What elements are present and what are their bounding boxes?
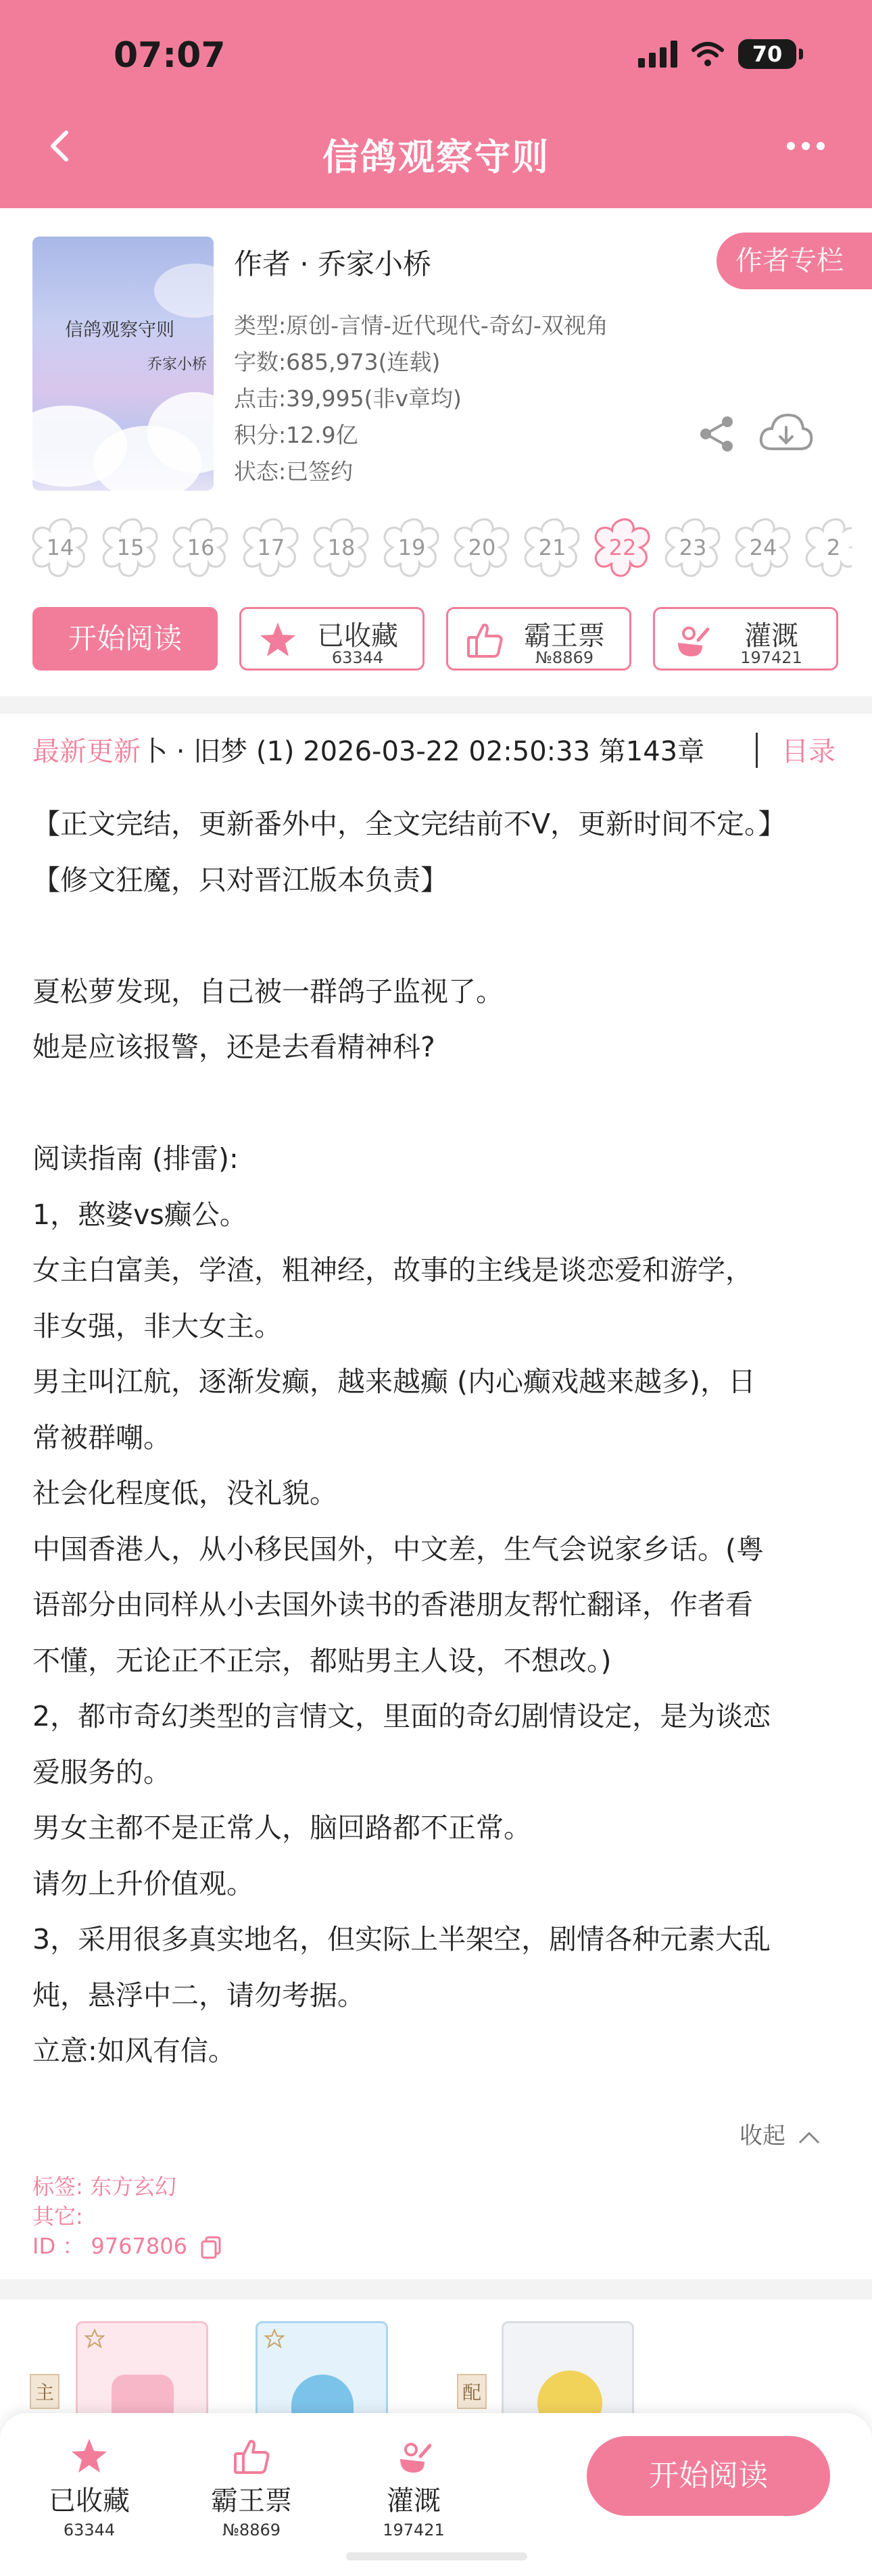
star-icon — [258, 620, 298, 660]
description-line: 夏松萝发现，自己被一群鸽子监视了。 — [32, 975, 504, 1008]
chapter-number-label: 22 — [608, 535, 637, 560]
download-icon[interactable] — [758, 411, 814, 456]
chapter-number-2[interactable] — [800, 515, 852, 580]
role-tag-side: 配 — [457, 2374, 487, 2409]
chapter-number-19[interactable] — [379, 515, 445, 580]
bottom-water-label: 灌溉 — [387, 2485, 441, 2517]
chapter-number-16[interactable] — [168, 515, 234, 580]
chapter-number-14[interactable] — [27, 515, 93, 580]
water-button[interactable] — [653, 607, 838, 671]
chapter-number-21[interactable] — [519, 515, 585, 580]
description-line: 她是应该报警，还是去看精神科? — [32, 1031, 435, 1063]
id-text: ID ： 9767806 — [32, 2233, 187, 2259]
favorite-label: 已收藏 — [317, 621, 398, 652]
status-time: 07:07 — [114, 35, 226, 76]
page-title: 信鸽观察守则 — [322, 136, 550, 178]
start-reading-button[interactable]: 开始阅读 — [32, 607, 218, 671]
chapter-number-20[interactable] — [449, 515, 515, 580]
share-icon[interactable] — [696, 414, 737, 454]
thumbs-up-icon — [464, 620, 505, 660]
water-label: 灌溉 — [744, 621, 798, 652]
chapter-number-label: 15 — [116, 535, 145, 560]
bottom-favorite-label: 已收藏 — [49, 2485, 130, 2517]
author-name[interactable]: 作者 · 乔家小桥 — [234, 247, 432, 281]
book-type: 类型:原创-言情-近代现代-奇幻-双视角 — [234, 312, 608, 339]
chapter-number-label: 24 — [749, 535, 777, 560]
description-line: 中国香港人，从小移民国外，中文差，生气会说家乡话。(粤 — [32, 1533, 764, 1565]
description-line: 语部分由同样从小去国外读书的香港朋友帮忙翻译，作者看 — [32, 1588, 753, 1621]
description-line: 立意:如风有信。 — [32, 2035, 236, 2067]
collapse-label: 收起 — [740, 2122, 785, 2149]
chapter-number-label: 19 — [397, 535, 426, 560]
description-line: 女主白富美，学渣，粗神经，故事的主线是谈恋爱和游学， — [32, 1254, 753, 1286]
chapter-number-23[interactable] — [660, 515, 726, 580]
top-header — [0, 0, 872, 208]
latest-update-label: 最新更新 — [32, 736, 141, 767]
book-clicks: 点击:39,995(非v章均) — [234, 385, 462, 412]
chapter-number-label: 2 — [826, 535, 841, 560]
vote-label: 霸王票 — [524, 621, 605, 652]
chapter-number-label: 17 — [257, 535, 285, 560]
latest-update-row[interactable] — [32, 730, 704, 769]
cover-author: 乔家小桥 — [147, 356, 208, 373]
section-divider — [0, 2279, 872, 2300]
chapter-number-label: 23 — [679, 535, 707, 560]
description-line: 【修文狂魔，只对晋江版本负责】 — [32, 864, 448, 896]
description-line: 男女主都不是正常人，脑回路都不正常。 — [32, 1812, 531, 1844]
description-line: 不懂，无论正不正宗，都贴男主人设，不想改。) — [32, 1645, 612, 1677]
chapter-number-label: 21 — [538, 535, 566, 560]
bottom-vote-count: №8869 — [222, 2521, 281, 2539]
chevron-up-icon — [797, 2129, 821, 2145]
author-column-button[interactable]: 作者专栏 — [717, 233, 872, 289]
star-badge-icon — [84, 2329, 105, 2349]
toc-link[interactable]: 目录 — [781, 736, 835, 767]
chapter-number-22[interactable] — [589, 515, 656, 580]
chapter-number-24[interactable] — [730, 515, 796, 580]
bottom-vote-label: 霸王票 — [211, 2485, 292, 2517]
bottom-vote-button[interactable] — [184, 2436, 319, 2539]
home-indicator — [346, 2552, 527, 2560]
star-badge-icon — [264, 2329, 285, 2349]
other-line: 其它: — [32, 2204, 83, 2229]
cover-title: 信鸽观察守则 — [65, 320, 174, 341]
description-line: 炖，悬浮中二，请勿考据。 — [32, 1979, 365, 2012]
favorite-button[interactable] — [239, 607, 425, 671]
description-line: 2，都市奇幻类型的言情文，里面的奇幻剧情设定，是为谈恋 — [32, 1700, 771, 1732]
signal-icon — [638, 41, 677, 68]
star-icon — [69, 2436, 110, 2477]
chapter-number-label: 16 — [187, 535, 215, 560]
watering-can-icon — [671, 620, 712, 660]
chapter-number-label: 18 — [327, 535, 356, 560]
bottom-favorite-count: 63344 — [63, 2521, 116, 2539]
thumbs-up-icon — [231, 2436, 272, 2477]
bottom-water-count: 197421 — [383, 2521, 445, 2539]
book-status: 状态:已签约 — [234, 458, 354, 485]
vote-button[interactable] — [446, 607, 631, 671]
description-line: 3，采用很多真实地名，但实际上半架空，剧情各种元素大乱 — [32, 1923, 771, 1955]
section-divider — [0, 696, 872, 714]
description-line: 阅读指南 (排雷): — [32, 1142, 239, 1175]
description-line: 非女强，非大女主。 — [32, 1310, 282, 1342]
book-word-count: 字数:685,973(连载) — [234, 349, 441, 375]
collapse-button[interactable] — [740, 2117, 821, 2150]
tags-line[interactable]: 标签: 东方玄幻 — [32, 2174, 176, 2200]
role-tag-main: 主 — [30, 2374, 59, 2409]
description-line: 【正文完结，更新番外中，全文完结前不V，更新时间不定。】 — [32, 808, 786, 840]
description-line: 社会化程度低，没礼貌。 — [32, 1477, 337, 1509]
bottom-water-button[interactable] — [346, 2436, 481, 2539]
chapter-number-row — [27, 515, 852, 580]
chapter-number-17[interactable] — [238, 515, 304, 580]
bottom-start-reading-button[interactable]: 开始阅读 — [587, 2436, 830, 2516]
book-cover[interactable] — [32, 237, 214, 491]
id-line — [32, 2229, 222, 2260]
vote-count: №8869 — [535, 648, 594, 667]
water-count: 197421 — [740, 648, 802, 667]
chapter-number-15[interactable] — [97, 515, 164, 580]
battery-indicator: 70 — [738, 39, 796, 69]
description-line: 1，憨婆vs癫公。 — [32, 1198, 247, 1231]
more-icon[interactable] — [787, 142, 825, 150]
description-line: 爱服务的。 — [32, 1756, 171, 1789]
favorite-count: 63344 — [331, 648, 384, 667]
chapter-number-18[interactable] — [308, 515, 374, 580]
wifi-icon — [691, 41, 725, 68]
status-icons — [638, 39, 796, 69]
book-points: 积分:12.9亿 — [234, 422, 358, 448]
description-line: 请勿上升价值观。 — [32, 1868, 254, 1900]
update-separator — [756, 733, 758, 768]
bottom-favorite-button[interactable] — [22, 2436, 157, 2539]
description-line: 常被群嘲。 — [32, 1421, 171, 1454]
copy-icon[interactable] — [201, 2236, 222, 2259]
chapter-number-label: 20 — [468, 535, 496, 560]
watering-can-icon — [393, 2436, 434, 2477]
latest-update-text: 卜 · 旧梦 (1) 2026-03-22 02:50:33 第143章 — [141, 736, 705, 767]
chapter-number-label: 14 — [46, 535, 74, 560]
description-line: 男主叫江航，逐渐发癫，越来越癫 (内心癫戏越来越多)，日 — [32, 1365, 756, 1398]
